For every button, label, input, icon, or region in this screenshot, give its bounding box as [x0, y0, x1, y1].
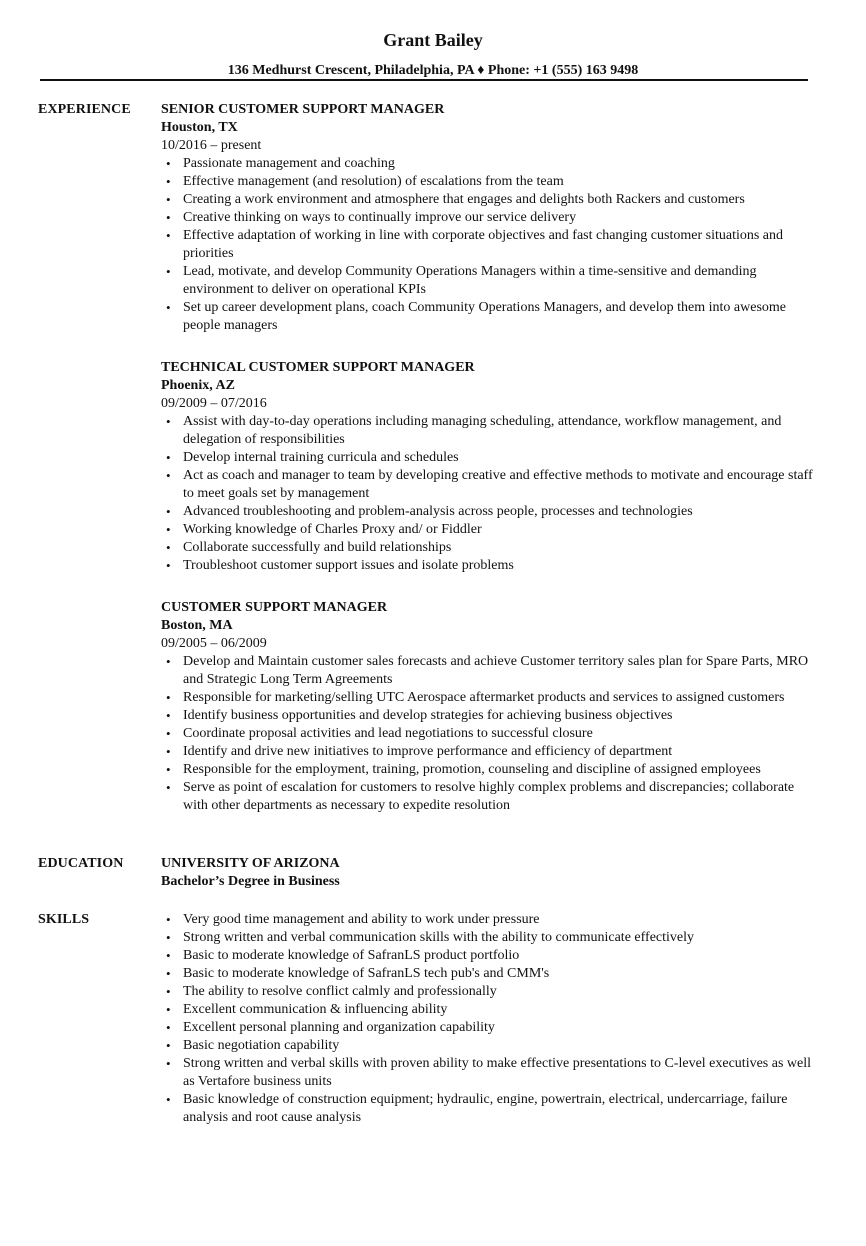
contact-line: 136 Medhurst Crescent, Philadelphia, PA ♦ Phone: +1 (555) 163 9498 — [227, 63, 639, 78]
job-bullet: • Develop and Maintain customer sales forecasts and achieve Customer territory sales plan for Spare Parts, MRO and Strategic Long Term Agreements — [183, 653, 821, 689]
education-school: UNIVERSITY OF ARIZONA — [161, 856, 340, 871]
job-dates: 10/2016 – present — [161, 138, 262, 153]
candidate-name: Grant Bailey — [383, 30, 483, 50]
job-dates: 09/2005 – 06/2009 — [161, 636, 267, 651]
skill-item: • Very good time management and ability to work under pressure — [183, 911, 821, 929]
job-bullet: • Develop internal training curricula and schedules — [183, 449, 821, 467]
job-title: TECHNICAL CUSTOMER SUPPORT MANAGER — [161, 360, 475, 375]
job-bullet: • Coordinate proposal activities and lead negotiations to successful closure — [183, 725, 821, 743]
job-bullets — [161, 413, 821, 575]
job-bullet: • Set up career development plans, coach Community Operations Managers, and develop them into awesome people managers — [183, 299, 821, 335]
job-bullet: • Working knowledge of Charles Proxy and/ or Fiddler — [183, 521, 821, 539]
job-bullet: • Lead, motivate, and develop Community Operations Managers within a time-sensitive and demanding environment to deliver on operational KPIs — [183, 263, 821, 299]
job-dates: 09/2009 – 07/2016 — [161, 396, 267, 411]
skill-item: • The ability to resolve conflict calmly and professionally — [183, 983, 821, 1001]
skill-item: • Basic negotiation capability — [183, 1037, 821, 1055]
job-entry — [161, 599, 821, 815]
job-entry — [161, 359, 821, 575]
section-label-experience: EXPERIENCE — [38, 102, 131, 117]
job-bullet: • Identify business opportunities and develop strategies for achieving business objectives — [183, 707, 821, 725]
job-bullet: • Advanced troubleshooting and problem-analysis across people, processes and technologies — [183, 503, 821, 521]
section-label-education: EDUCATION — [38, 856, 124, 871]
job-bullet: • Effective adaptation of working in line with corporate objectives and fast changing customer situations and priorities — [183, 227, 821, 263]
job-location: Phoenix, AZ — [161, 378, 235, 393]
job-location: Houston, TX — [161, 120, 238, 135]
skill-item: • Excellent communication & influencing ability — [183, 1001, 821, 1019]
job-bullet: • Collaborate successfully and build relationships — [183, 539, 821, 557]
experience-list — [161, 101, 821, 831]
job-bullet: • Act as coach and manager to team by developing creative and effective methods to motivate and encourage staff to meet goals set by management — [183, 467, 821, 503]
job-bullets — [161, 155, 821, 335]
skills-list — [161, 911, 821, 1127]
job-location: Boston, MA — [161, 618, 233, 633]
job-title: SENIOR CUSTOMER SUPPORT MANAGER — [161, 102, 445, 117]
job-bullet: • Passionate management and coaching — [183, 155, 821, 173]
skill-item: • Excellent personal planning and organization capability — [183, 1019, 821, 1037]
skill-item: • Basic knowledge of construction equipment; hydraulic, engine, powertrain, electrical, undercarriage, failure analysis and root cause analysis — [183, 1091, 821, 1127]
section-label-skills: SKILLS — [38, 912, 90, 927]
job-bullets — [161, 653, 821, 815]
skill-item: • Basic to moderate knowledge of SafranLS product portfolio — [183, 947, 821, 965]
skills-list-wrap — [161, 911, 821, 1127]
job-bullet: • Responsible for the employment, training, promotion, counseling and discipline of assigned employees — [183, 761, 821, 779]
education-degree: Bachelor’s Degree in Business — [161, 874, 340, 889]
skill-item: • Strong written and verbal skills with proven ability to make effective presentations to C-level executives as well as Vertafore business units — [183, 1055, 821, 1091]
job-bullet: • Assist with day-to-day operations including managing scheduling, attendance, workflow management, and delegation of responsibilities — [183, 413, 821, 449]
job-title: CUSTOMER SUPPORT MANAGER — [161, 600, 388, 615]
job-bullet: • Effective management (and resolution) of escalations from the team — [183, 173, 821, 191]
job-bullet: • Serve as point of escalation for customers to resolve highly complex problems and discrepancies; collaborate with other departments as necessary to expedite resolution — [183, 779, 821, 815]
job-bullet: • Responsible for marketing/selling UTC Aerospace aftermarket products and services to assigned customers — [183, 689, 821, 707]
skill-item: • Basic to moderate knowledge of SafranLS tech pub's and CMM's — [183, 965, 821, 983]
job-bullet: • Creating a work environment and atmosphere that engages and delights both Rackers and customers — [183, 191, 821, 209]
header-divider — [40, 79, 808, 81]
education-entry — [161, 855, 821, 891]
job-entry — [161, 101, 821, 335]
job-bullet: • Identify and drive new initiatives to improve performance and efficiency of department — [183, 743, 821, 761]
job-bullet: • Troubleshoot customer support issues and isolate problems — [183, 557, 821, 575]
job-bullet: • Creative thinking on ways to continually improve our service delivery — [183, 209, 821, 227]
skill-item: • Strong written and verbal communication skills with the ability to communicate effectively — [183, 929, 821, 947]
